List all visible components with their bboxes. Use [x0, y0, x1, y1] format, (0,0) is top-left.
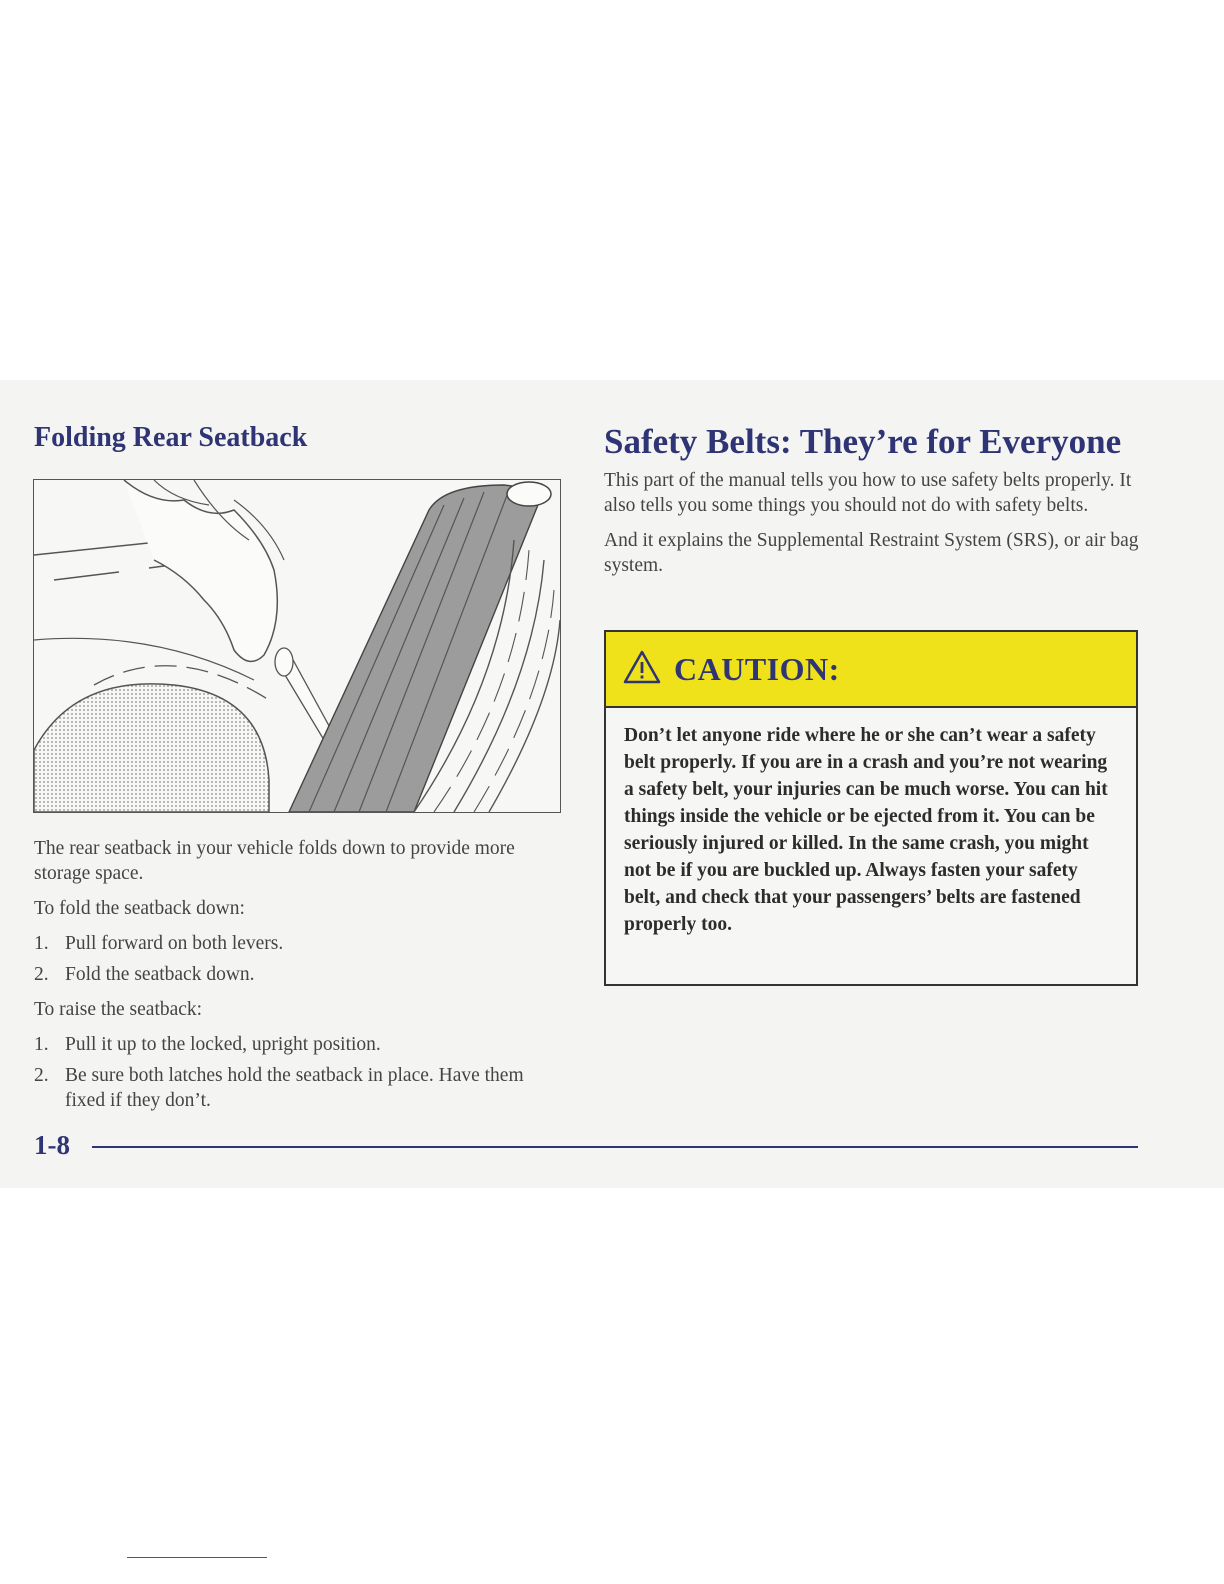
list-item: [34, 931, 564, 956]
list-item-text: Pull it up to the locked, upright position.: [65, 1034, 381, 1055]
caution-title: CAUTION:: [674, 650, 840, 687]
section-heading-safety-belts: Safety Belts: They’re for Everyone: [604, 422, 1122, 461]
list-item-number: 1.: [34, 1034, 49, 1055]
left-column: [34, 420, 564, 456]
list-item-number: 2.: [34, 964, 49, 985]
left-body-text: [34, 836, 564, 1123]
seatback-lever-illustration: [33, 479, 561, 813]
caution-box: [604, 630, 1138, 986]
footer-rule: [92, 1146, 1138, 1148]
list-item-text: Pull forward on both levers.: [65, 933, 284, 954]
fold-steps-list: [34, 931, 564, 987]
list-item: [34, 1063, 564, 1113]
seatback-intro-paragraph: The rear seatback in your vehicle folds down to provide more storage space.: [34, 838, 515, 884]
raise-steps-list: [34, 1032, 564, 1113]
list-item-text: Be sure both latches hold the seatback in place. Have them fixed if they don’t.: [65, 1065, 524, 1111]
right-column: [604, 420, 1144, 588]
list-item: [34, 1032, 564, 1057]
caution-header: [606, 632, 1136, 708]
page-number: 1-8: [34, 1130, 70, 1160]
section-heading-folding-rear-seatback: Folding Rear Seatback: [34, 422, 308, 453]
list-item: [34, 962, 564, 987]
list-item-number: 1.: [34, 933, 49, 954]
fold-instructions-label: To fold the seatback down:: [34, 898, 245, 919]
list-item-text: Fold the seatback down.: [65, 964, 255, 985]
raise-instructions-label: To raise the seatback:: [34, 999, 203, 1020]
warning-triangle-icon: [622, 649, 662, 690]
list-item-number: 2.: [34, 1065, 49, 1086]
divider: [127, 1557, 267, 1558]
srs-paragraph: And it explains the Supplemental Restraint System (SRS), or air bag system.: [604, 530, 1139, 576]
safety-belts-intro-paragraph: This part of the manual tells you how to use safety belts properly. It also tells you some things you should not do with safety belts.: [604, 470, 1132, 516]
caution-body-text: Don’t let anyone ride where he or she can’t wear a safety belt properly. If you are in a crash and you’re not wearing a safety belt, your injuries can be much worse. You can hit things inside the vehicle or be ejected from it. You can be seriously injured or killed. In the same crash, you might not be if you are buckled up. Always fasten your safety belt, and check that your passengers’ belts are fastened properly too.: [624, 725, 1108, 935]
